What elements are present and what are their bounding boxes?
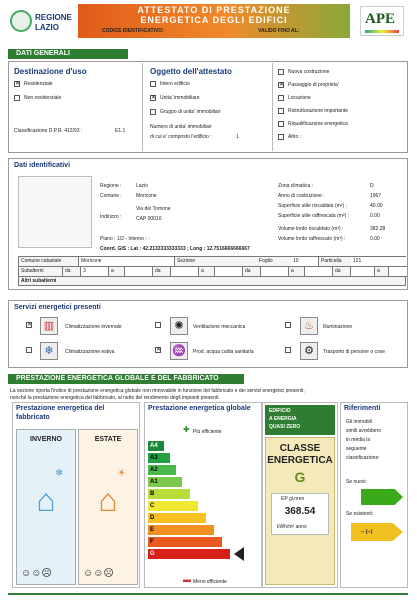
- sub-blank-4: [261, 267, 289, 276]
- nuova-checkbox[interactable]: [278, 69, 284, 75]
- dati-identificativi-title: Dati identificativi: [14, 162, 71, 169]
- subalterni-label: Subalterni: [19, 267, 63, 276]
- fabbricato-title-1: Prestazione energetica del: [16, 405, 105, 412]
- classe-label-2: ENERGETICA: [267, 455, 333, 466]
- sub-da-label: da: [63, 267, 81, 276]
- intero-checkbox[interactable]: [150, 81, 156, 87]
- gruppo-label: Gruppo di unita' immobiliari: [160, 109, 221, 115]
- inverno-label: INVERNO: [30, 436, 62, 443]
- servizi-title: Servizi energetici presenti: [14, 304, 101, 311]
- riferimenti-title: Riferimenti: [344, 405, 381, 412]
- snowflake-icon: ❄: [55, 468, 64, 479]
- locazione-label: Locazione: [288, 95, 311, 101]
- faucet-icon: ♒: [170, 342, 188, 360]
- altro-checkbox[interactable]: [278, 134, 284, 140]
- classificazione-value: E1.1: [115, 128, 126, 134]
- meno-efficiente: Meno efficiente: [193, 579, 227, 585]
- est-checkbox[interactable]: [26, 347, 32, 353]
- se-esistenti-value: -- (--): [361, 529, 373, 535]
- rif-text-1: Gli immobili: [346, 419, 372, 425]
- ristrutturazione-checkbox[interactable]: [278, 108, 284, 114]
- se-esistenti-label: Se esistenti:: [346, 511, 374, 517]
- gear-icon: ⚙: [300, 342, 318, 360]
- class-d: D: [148, 513, 206, 523]
- inv-checkbox[interactable]: ✕: [27, 322, 33, 328]
- rif-text-2: simili avrebbero: [346, 428, 382, 434]
- coord-value: Coord. GIS : Lat : 42.2133333333333 ; Long : 12.7516666666667: [100, 246, 250, 252]
- comune-catastale-label: Comune catastale: [19, 257, 79, 266]
- illum-label: Illuminazione: [323, 324, 353, 330]
- non-residenziale-checkbox[interactable]: [14, 95, 20, 101]
- classificazione-label: Classificazione D.P.R. 412/93 :: [14, 128, 83, 134]
- piano-value: Piano : 1/2 - Interno : -: [100, 236, 150, 242]
- sub-blank-1: [125, 267, 153, 276]
- riferimenti-panel: [340, 402, 408, 588]
- sub-blank-2: [171, 267, 199, 276]
- oggetto-divider: [142, 63, 143, 151]
- cap-value: CAP 00010: [136, 216, 162, 222]
- nuova-label: Nuova costruzione: [288, 69, 330, 75]
- acs-checkbox[interactable]: ✕: [156, 347, 162, 353]
- vol-raff-label: Volume lordo raffrescato (m³) :: [278, 236, 346, 242]
- zona-value: D: [370, 183, 374, 189]
- fabbricato-panel: [12, 402, 140, 588]
- catasto-table: [18, 256, 406, 286]
- meno-arrow-icon: ▬: [183, 575, 191, 584]
- altro-label: Altro :: [288, 134, 302, 140]
- classe-label-1: CLASSE: [279, 443, 321, 454]
- globale-panel: [144, 402, 262, 588]
- passaggio-label: Passaggio di proprieta': [288, 82, 339, 88]
- summer-rating-icons: ☺☺☹: [83, 568, 114, 579]
- winter-rating-icons: ☺☺☹: [21, 568, 52, 579]
- destinazione-title: Destinazione d'uso: [14, 67, 87, 76]
- sup-raff-label: Superficie utile raffrescata (m²) :: [278, 213, 350, 219]
- ep-value: 368.54: [284, 506, 316, 517]
- non-residenziale-label: Non residenziale: [24, 95, 62, 101]
- estate-column: [78, 429, 138, 585]
- comune-label: Comune :: [100, 193, 122, 199]
- gruppo-checkbox[interactable]: [150, 109, 156, 115]
- anno-label: Anno di costruzione :: [278, 193, 325, 199]
- zona-label: Zona climatica :: [278, 183, 314, 189]
- intero-label: Intero edificio: [160, 81, 190, 87]
- sub-blank-3: [215, 267, 243, 276]
- prestazione-desc-1: La sezione riporta l'indice di prestazione energetica globale non rinnovabile in funzione del fabbricato e dei servizi energetici presenti,: [10, 388, 305, 394]
- comune-catastale-value: Moricone: [79, 257, 175, 266]
- fan-icon: ✺: [170, 317, 188, 335]
- vol-risc-label: Volume lordo riscaldato (m³) :: [278, 226, 344, 232]
- winter-house-icon: ⌂: [36, 482, 56, 518]
- foglio-value: 10: [291, 257, 319, 266]
- vol-raff-value: 0.00: [370, 236, 380, 242]
- sub-a-label-2: a: [199, 267, 215, 276]
- ape-logo-text: APE: [365, 11, 395, 27]
- ape-logo: [360, 6, 404, 36]
- ep-unit: kWh/m² anno: [277, 524, 307, 530]
- prestazione-desc-2: nonché la prestazione energetica del fabbricato, al netto del rendimento degli impianti presenti.: [10, 395, 220, 401]
- rif-text-3: in media la: [346, 437, 371, 443]
- sub-blank-5: [305, 267, 333, 276]
- inverno-column: [16, 429, 76, 585]
- sub-a-label-3: a: [289, 267, 305, 276]
- altri-subalterni-label: Altri subalterni: [21, 278, 57, 284]
- se-esistenti-arrow: [351, 523, 403, 541]
- via-value: Via del Torrione: [136, 206, 171, 212]
- numero-label-1: Numero di unita' immobiliari: [150, 124, 212, 130]
- sub-da-value: 3: [81, 267, 109, 276]
- air-conditioner-icon: ❄: [40, 342, 58, 360]
- sub-a-label-4: a: [375, 267, 389, 276]
- rif-text-5: classificazione:: [346, 455, 380, 461]
- title-line-1: ATTESTATO DI PRESTAZIONE: [137, 5, 291, 15]
- title-line-2: ENERGETICA DEGLI EDIFICI: [140, 15, 288, 25]
- edificio-label-1: EDIFICIO: [269, 408, 291, 414]
- estate-label: ESTATE: [94, 436, 122, 443]
- dati-generali-bar: DATI GENERALI: [8, 49, 128, 59]
- sub-a-label-1: a: [109, 267, 125, 276]
- acs-label: Prod. acqua calda sanitaria: [193, 349, 254, 355]
- lightbulb-icon: ♨: [300, 317, 318, 335]
- region-logo: [10, 10, 32, 32]
- code-label: CODICE IDENTIFICATIVO:: [102, 28, 164, 34]
- comune-value: Moricone: [136, 193, 157, 199]
- vent-label: Ventilazione meccanica: [193, 324, 246, 330]
- trasp-checkbox[interactable]: [285, 347, 291, 353]
- prestazione-bar: PRESTAZIONE ENERGETICA GLOBALE E DEL FABBRICATO: [8, 374, 244, 384]
- se-nuovi-label: Se nuovi:: [346, 479, 367, 485]
- sup-risc-label: Superficie utile riscaldata (m²) :: [278, 203, 347, 209]
- radiator-icon: ▥: [40, 317, 58, 335]
- classe-panel: [262, 402, 338, 588]
- illum-checkbox[interactable]: [285, 322, 291, 328]
- foglio-label: Foglio: [259, 258, 273, 264]
- classe-value: G: [294, 469, 306, 485]
- class-g: G: [148, 549, 230, 559]
- summer-house-icon: ⌂: [98, 482, 118, 518]
- class-a4: A4: [148, 441, 164, 451]
- class-a3: A3: [148, 453, 170, 463]
- unita-label: Unita' immobiliare: [160, 95, 200, 101]
- passaggio-checkbox[interactable]: ✕: [279, 82, 285, 88]
- vol-risc-value: 382.28: [370, 226, 386, 232]
- locazione-checkbox[interactable]: [278, 95, 284, 101]
- energy-scale: [148, 441, 260, 563]
- sub-da-label-4: da: [333, 267, 351, 276]
- indirizzo-label: Indirizzo :: [100, 214, 122, 220]
- class-f: F: [148, 537, 222, 547]
- sezione-label: Sezione: [175, 257, 295, 266]
- class-a2: A2: [148, 465, 176, 475]
- valid-label: VALIDO FINO AL:: [258, 28, 300, 34]
- sup-raff-value: 0.00: [370, 213, 380, 219]
- trasp-label: Trasporto di persone o cose: [323, 349, 386, 355]
- unita-checkbox[interactable]: ✕: [151, 95, 157, 101]
- piu-efficiente: Più efficiente: [193, 429, 222, 435]
- class-b: B: [148, 489, 190, 499]
- motivazione-divider: [272, 63, 273, 151]
- residenziale-label: Residenziale: [24, 81, 53, 87]
- edificio-label-3: QUASI ZERO: [269, 424, 301, 430]
- numero-label-2: di cui e' composto l'edificio :: [150, 134, 212, 140]
- vent-checkbox[interactable]: [155, 322, 161, 328]
- ape-logo-bar: [365, 30, 399, 33]
- ristrutturazione-label: Ristrutturazione importante: [288, 108, 349, 114]
- class-a1: A1: [148, 477, 182, 487]
- residenziale-checkbox[interactable]: ✕: [15, 81, 21, 87]
- oggetto-title: Oggetto dell'attestato: [150, 67, 232, 76]
- anno-value: 1967: [370, 193, 382, 199]
- class-g-pointer: [234, 547, 244, 561]
- se-nuovi-arrow: [361, 489, 403, 505]
- riqualificazione-checkbox[interactable]: [278, 121, 284, 127]
- inv-label: Climatizzazione invernale: [65, 324, 122, 330]
- class-e: E: [148, 525, 214, 535]
- sub-da-label-3: da: [243, 267, 261, 276]
- sub-blank-6: [351, 267, 375, 276]
- globale-title: Prestazione energetica globale: [148, 405, 251, 412]
- particella-value: 121: [351, 257, 407, 266]
- sun-icon: ☀: [117, 468, 126, 479]
- edificio-label-2: A ENERGIA: [269, 416, 297, 422]
- est-label: Climatizzazione estiva: [65, 349, 115, 355]
- ep-label: EP gl,nren: [281, 496, 305, 502]
- fabbricato-title-2: fabbricato: [16, 414, 50, 421]
- class-c: C: [148, 501, 198, 511]
- regione-label: Regione :: [100, 183, 122, 189]
- piu-arrow-icon: ✚: [183, 425, 190, 434]
- sup-risc-value: 40.00: [370, 203, 383, 209]
- sub-da-label-2: da: [153, 267, 171, 276]
- bottom-line: [8, 593, 408, 595]
- particella-label: Particella: [321, 258, 342, 264]
- numero-value: 1: [236, 134, 239, 140]
- building-photo: [18, 176, 92, 248]
- region-name-2: LAZIO: [35, 23, 59, 32]
- header: [8, 4, 408, 40]
- region-name: REGIONE: [35, 13, 72, 22]
- regione-value: Lazio: [136, 183, 148, 189]
- rif-text-4: seguente: [346, 446, 367, 452]
- riqualificazione-label: Riqualificazione energetica: [288, 121, 348, 127]
- sub-blank-7: [389, 267, 407, 276]
